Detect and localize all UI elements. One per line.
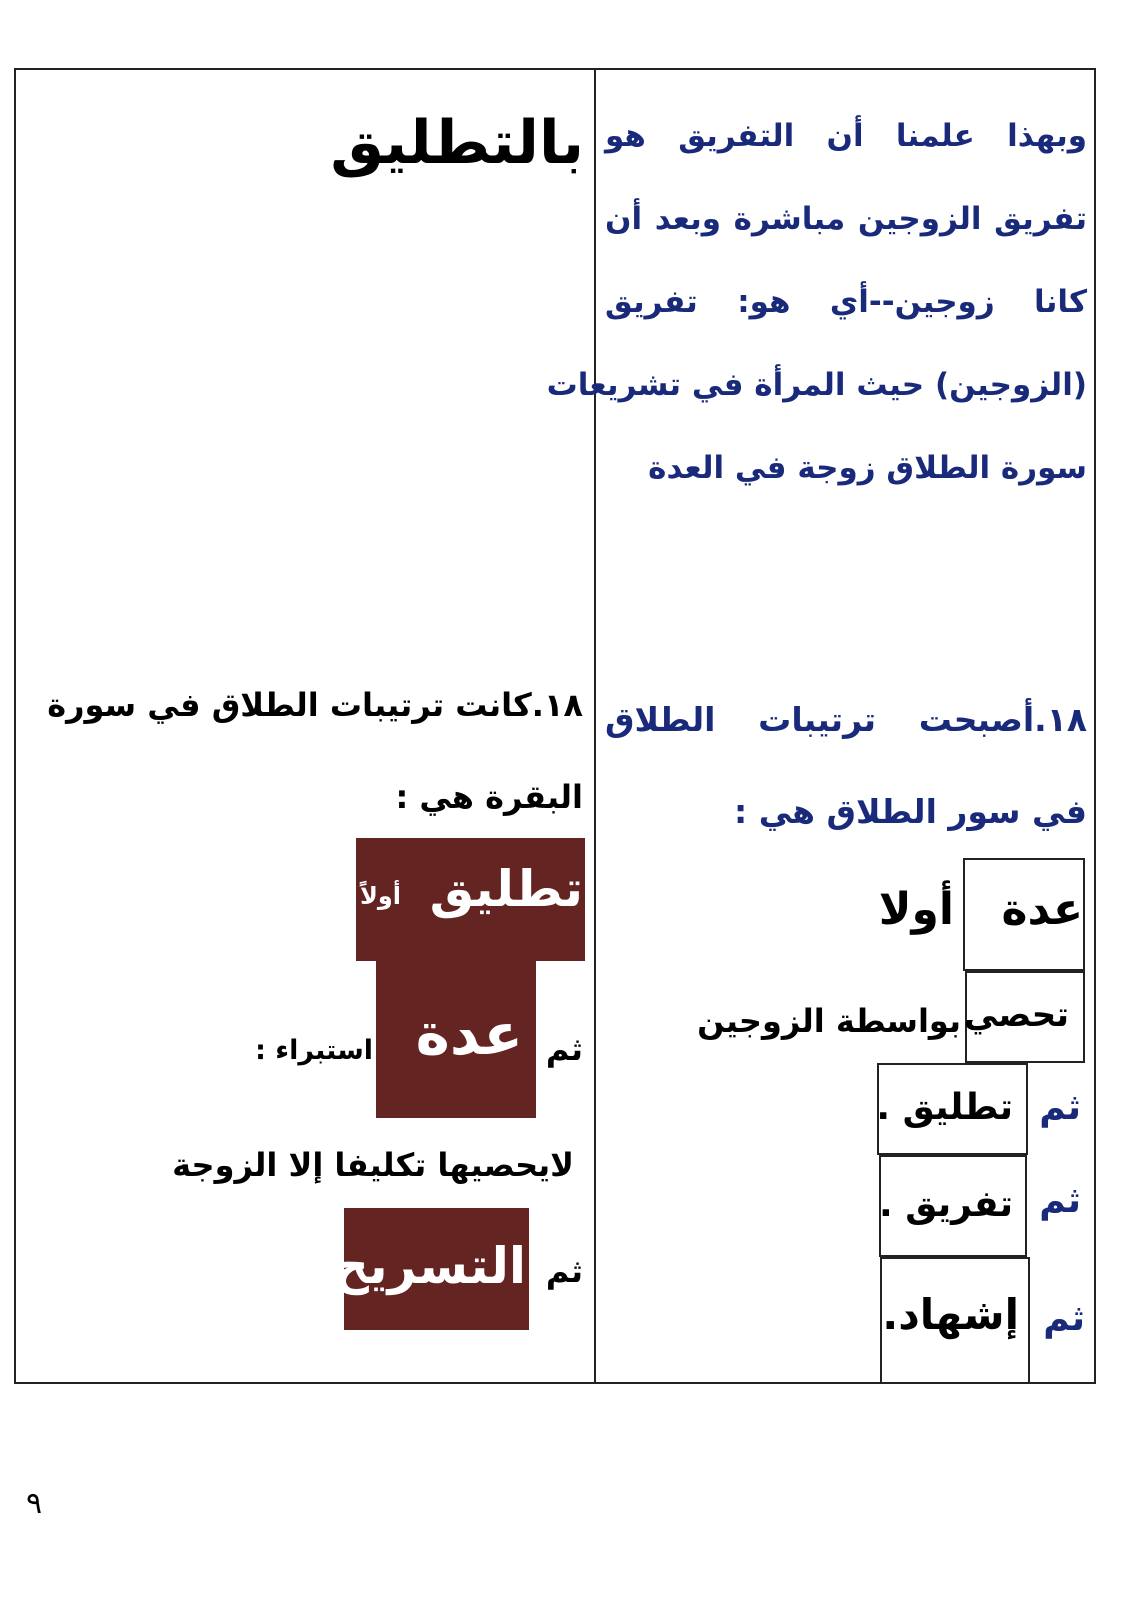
left-first-label: أولاً	[359, 882, 401, 910]
left-note: لايحصيها تكليفا إلا الزوجة	[172, 1146, 574, 1184]
para-line: (الزوجين) حيث المرأة في تشريعات	[546, 367, 1087, 403]
para-line: تفريق الزوجين مباشرة وبعد أن	[605, 201, 1087, 237]
para-line: كانا زوجين--أي هو: تفريق	[605, 284, 1087, 320]
then-label: ثم	[1039, 1180, 1081, 1221]
left-heading: بالتطليق	[330, 108, 584, 178]
tuhsi-box-text: تحصي	[963, 995, 1069, 1035]
left-item18-line2: البقرة هي :	[395, 778, 583, 816]
first-label: أولا	[878, 884, 954, 935]
para-line: سورة الطلاق زوجة في العدة	[648, 450, 1087, 486]
left-then-label: ثم	[545, 1030, 583, 1068]
right-intro-paragraph	[546, 95, 1087, 510]
para-line: وبهذا علمنا أن التفريق هو	[605, 118, 1087, 154]
right-item18-line1: ١٨.أصبحت ترتيبات الطلاق	[605, 700, 1087, 739]
then-label: ثم	[1039, 1087, 1081, 1128]
right-item18-line2: في سور الطلاق هي :	[734, 792, 1087, 831]
left-first-word: تطليق	[429, 860, 583, 918]
step-tafriq: تفريق .	[879, 1184, 1013, 1225]
step-ishhad: إشهاد.	[882, 1290, 1019, 1339]
idda-box-text: عدة	[1001, 884, 1083, 935]
step-talliq: تطليق .	[876, 1087, 1013, 1128]
page-number: ٩	[26, 1486, 43, 1521]
left-second-word: عدة	[415, 1000, 523, 1068]
by-spouses-text: بواسطة الزوجين	[697, 1002, 961, 1040]
left-item18-line1: ١٨.كانت ترتيبات الطلاق في سورة	[47, 686, 583, 724]
left-second-label: استبراء :	[255, 1035, 373, 1066]
then-label: ثم	[1043, 1298, 1085, 1339]
left-third-word: التسريح	[332, 1237, 526, 1295]
column-divider	[594, 68, 596, 1384]
left-then-label: ثم	[545, 1252, 583, 1290]
